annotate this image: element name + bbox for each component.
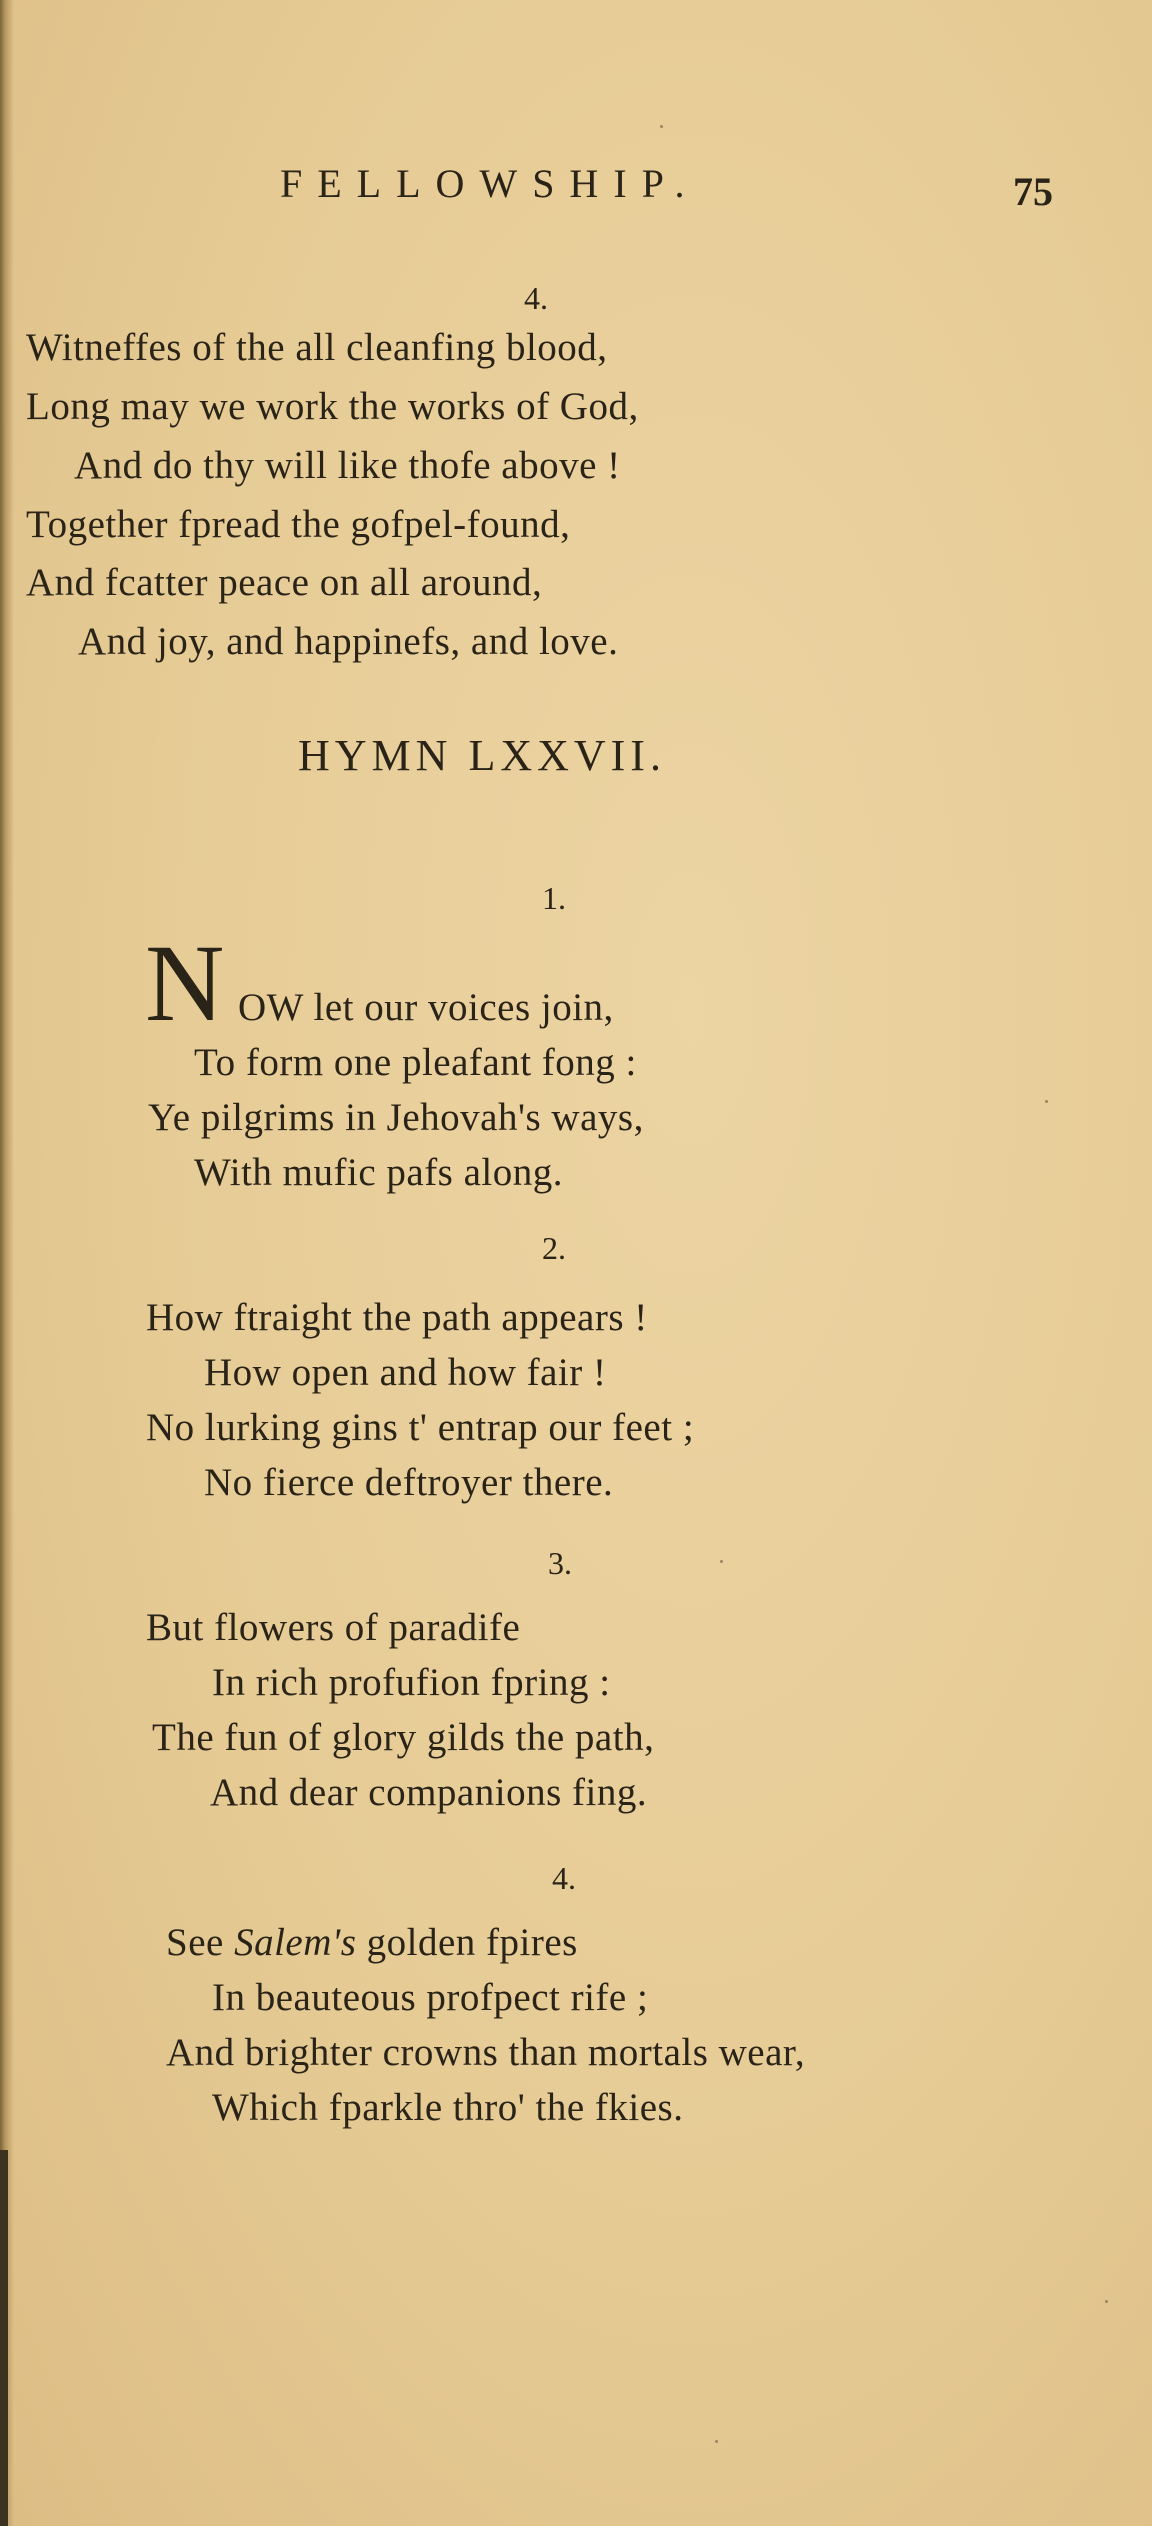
verse-line: Which fparkle thro' the fkies.	[212, 2086, 684, 2129]
page-binding-shadow	[0, 2150, 8, 2526]
verse-line: And fcatter peace on all around,	[26, 561, 543, 604]
verse-line: The fun of glory gilds the path,	[152, 1716, 655, 1759]
verse-line-lead: See	[166, 1921, 224, 1964]
page-binding-edge	[0, 0, 14, 2526]
verse-line: And dear companions fing.	[210, 1771, 648, 1814]
verse-line: To form one pleafant fong :	[194, 1041, 637, 1084]
verse-line: No lurking gins t' entrap our feet ;	[146, 1406, 695, 1449]
verse-number: 4.	[552, 1860, 576, 1896]
drop-cap: N	[145, 922, 225, 1044]
verse-line: Together fpread the gofpel-found,	[26, 503, 571, 546]
verse-line-rest: golden fpires	[366, 1921, 578, 1964]
paper-speck	[1045, 1100, 1048, 1103]
verse-line: And do thy will like thofe above !	[74, 444, 621, 487]
verse-line: Witneffes of the all cleanfing blood,	[26, 326, 608, 369]
verse-line: With mufic pafs along.	[194, 1151, 564, 1194]
verse-line: And brighter crowns than mortals wear,	[166, 2031, 806, 2074]
verse-line: How ftraight the path appears !	[146, 1296, 648, 1339]
verse-number: 2.	[542, 1230, 566, 1266]
paper-speck	[715, 2440, 718, 2443]
verse-line: No fierce deftroyer there.	[204, 1461, 614, 1504]
verse-line: Long may we work the works of God,	[26, 385, 639, 428]
paper-speck	[720, 1560, 723, 1563]
verse-line-italic: Salem's	[234, 1921, 357, 1964]
verse-line: OW let our voices join,	[238, 986, 614, 1029]
verse-line: And joy, and happinefs, and love.	[78, 620, 619, 663]
verse-line: In rich profufion fpring :	[212, 1661, 611, 1704]
verse-number: 3.	[548, 1545, 572, 1581]
page-number: 75	[1013, 169, 1053, 214]
verse-line: How open and how fair !	[204, 1351, 607, 1394]
running-head: FELLOWSHIP.	[280, 161, 700, 206]
verse-number: 4.	[524, 280, 548, 316]
paper-speck	[660, 125, 663, 128]
verse-line: But flowers of paradife	[146, 1606, 521, 1649]
hymn-title: HYMN LXXVII.	[298, 731, 666, 780]
verse-line: Ye pilgrims in Jehovah's ways,	[148, 1096, 644, 1139]
paper-speck	[1105, 2300, 1108, 2303]
verse-line: In beauteous profpect rife ;	[212, 1976, 649, 2019]
verse-number: 1.	[542, 880, 566, 916]
verse-line-first	[166, 1920, 578, 1966]
